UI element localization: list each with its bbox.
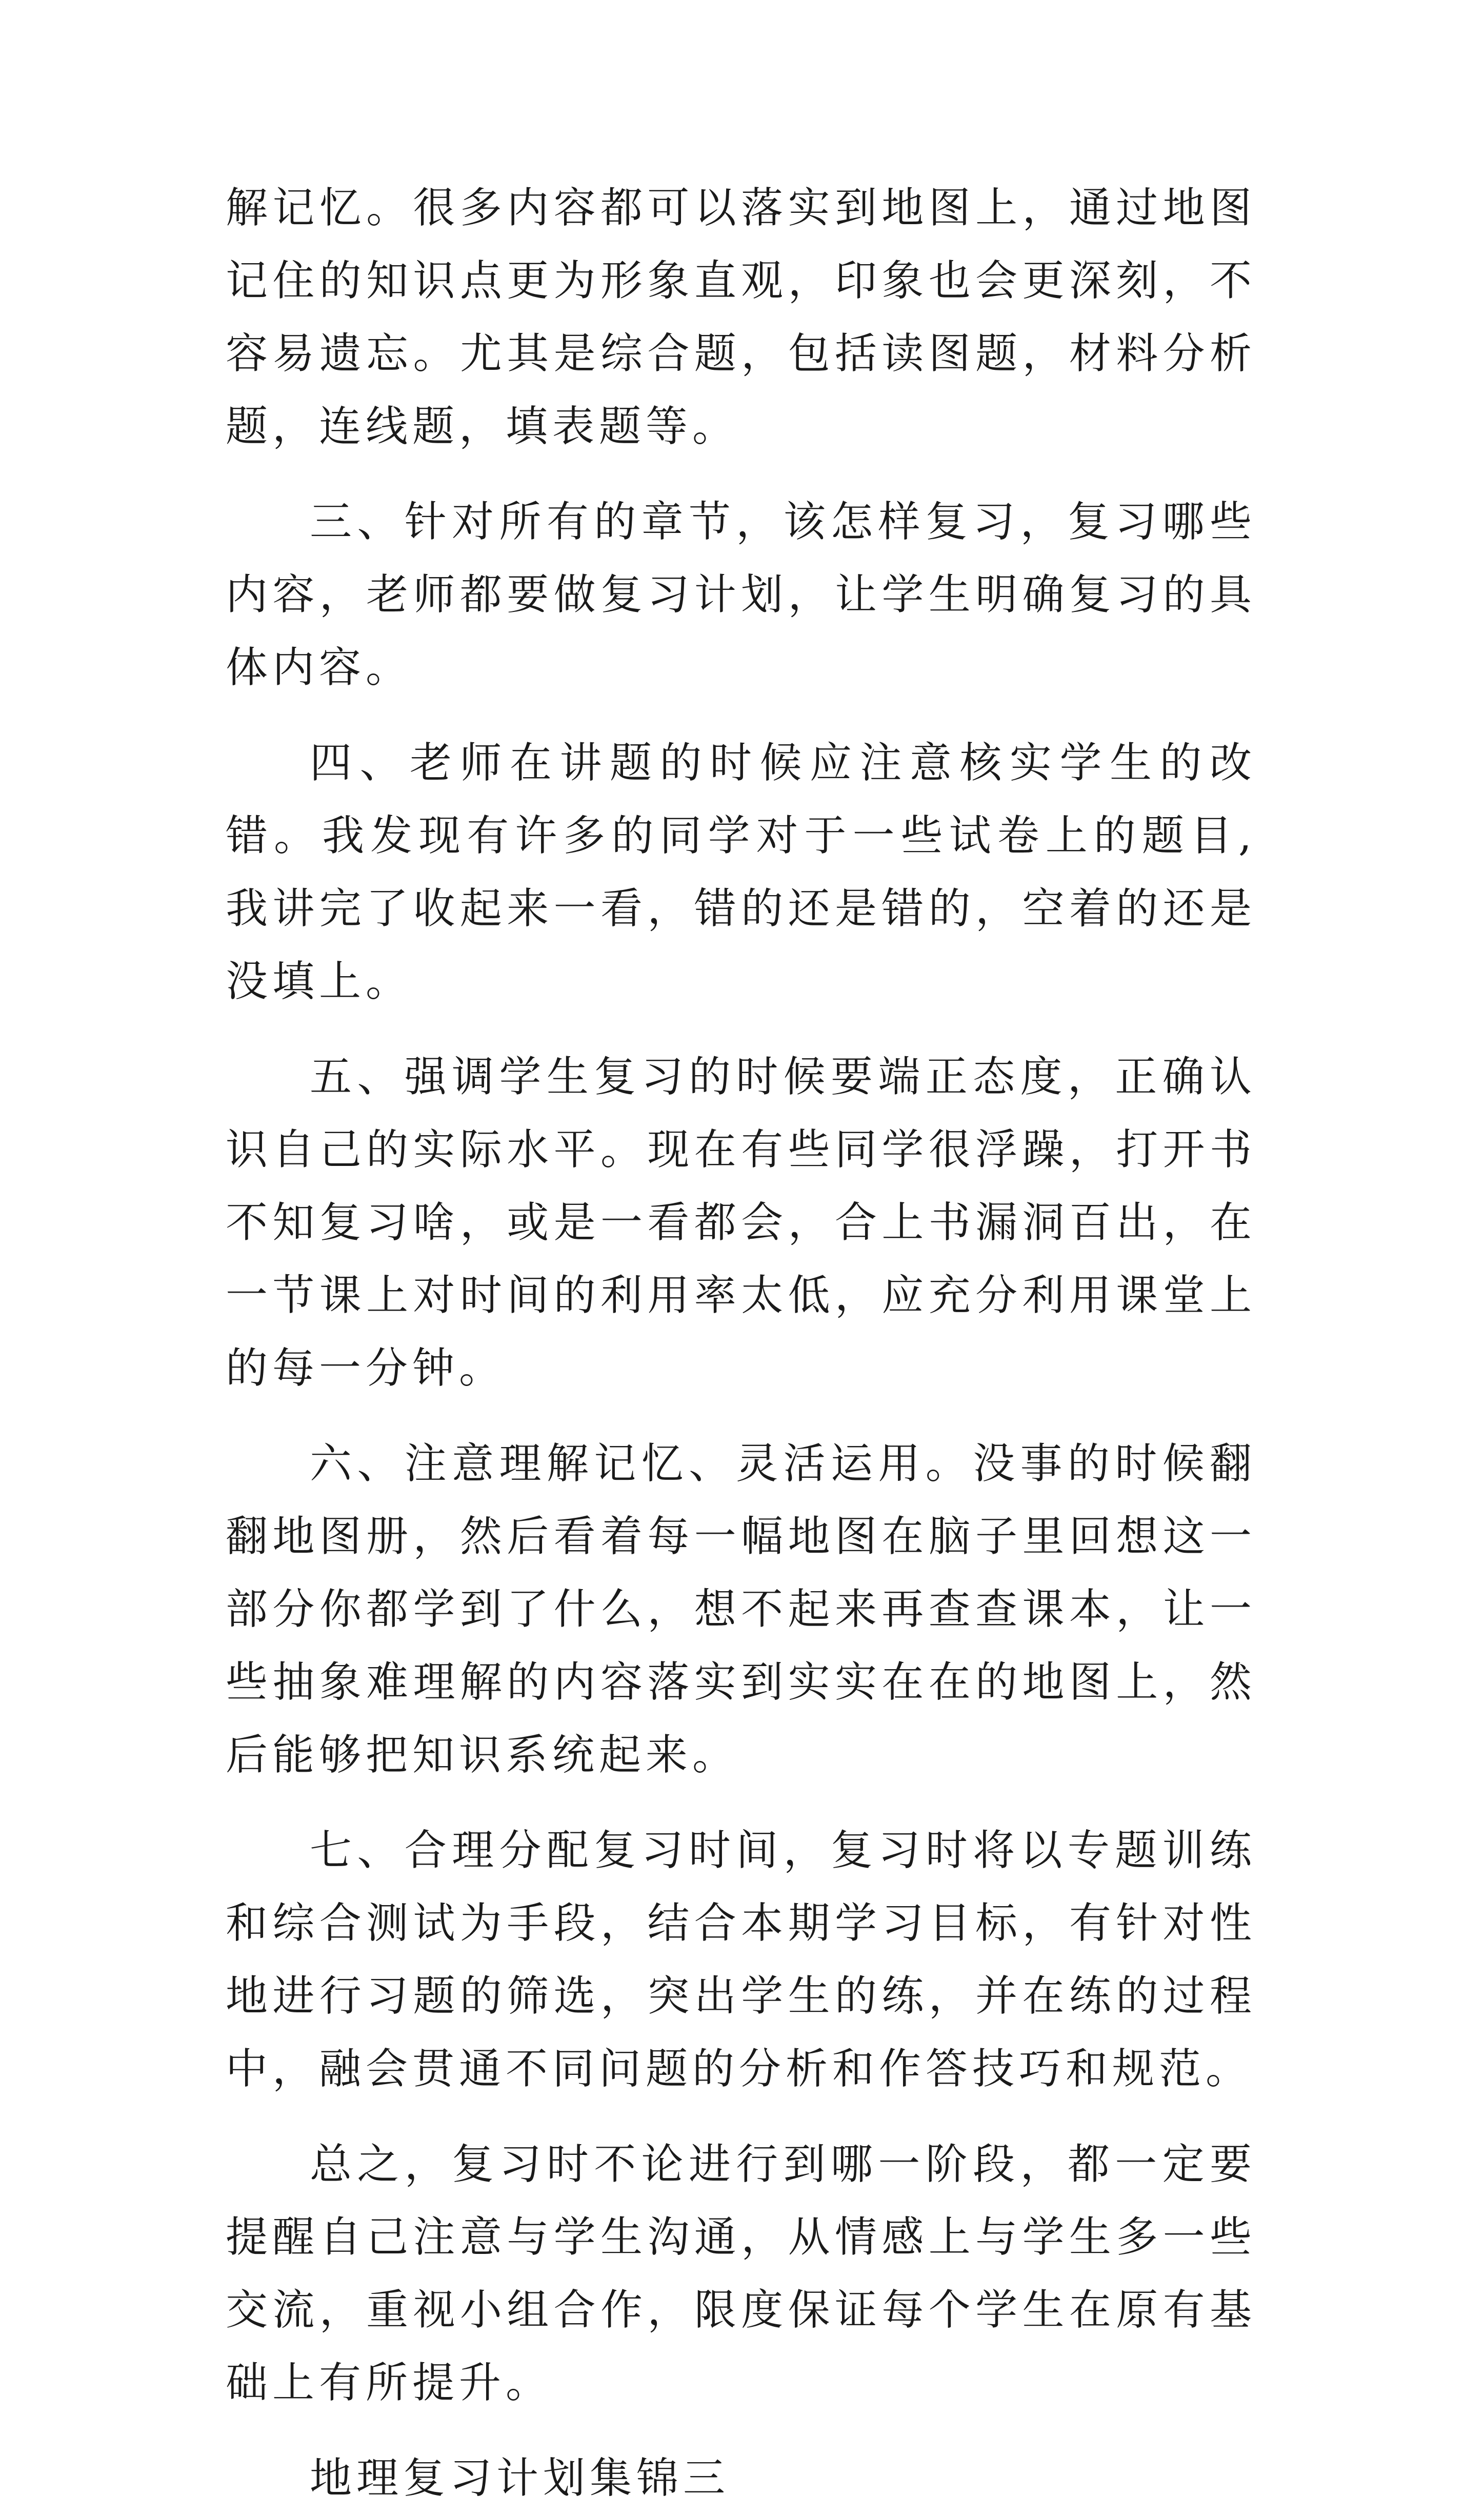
paragraph-item-three: 三、针对所有的章节，该怎样复习，复习哪些内容，老师都要做复习计划，让学生明确复习的具体内容。 bbox=[226, 498, 1256, 692]
paragraph-item-four: 四、老师在讲题的时候应注意核实学生的改错。我发现有许多的同学对于一些试卷上的题目,我讲完了收起来一看，错的还是错的，空着的还是没填上。 bbox=[226, 739, 1256, 1006]
paragraph-item-six: 六、注意理解记忆、灵活运用。没事的时候翻翻地图册，然后看着每一幅地图在脑子里回想这一部分你都学到了什么，想不起来再查查课本，让一些抽象难理解的内容落实到实实在在的地图上，然后能够把知识系统起来。 bbox=[226, 1439, 1256, 1779]
section-heading: 地理复习计划集锦三 bbox=[310, 2454, 730, 2503]
paragraph-item-five: 五、强调学生复习的时候要端正态度，正确认识自己的实际水平。现在有些同学很浮躁，打开书不知复习啥，或是一看都会，合上书漏洞百出，在一节课上对时间的利用率太低，应充分利用课堂上的每一分钟。 bbox=[226, 1053, 1256, 1393]
paragraph-summary: 总之，复习时不论进行到哪一阶段，都一定要提醒自己注意与学生沟通，从情感上与学生多一些交流，重视小组合作，限度保证每个学生在原有基础上有所提升。 bbox=[226, 2140, 1256, 2407]
paragraph-continuation: 解记忆。很多内容都可以落实到地图上，通过地图记住的知识点更为形象直观，印象也会更深刻，不容易遗忘。尤其是综合题，包括读图题，材料分析题，连线题，填表题等。 bbox=[226, 184, 1256, 451]
document-body bbox=[226, 172, 1256, 2515]
paragraph-item-seven: 七、合理分配复习时间，复习时将以专题训练和综合测试为手段，结合本期学习目标，有针对性地进行习题的筛选，突出学生的练，并在练的过程中，融会贯通不同问题的分析和作答技巧和规范。 bbox=[226, 1826, 1256, 2093]
